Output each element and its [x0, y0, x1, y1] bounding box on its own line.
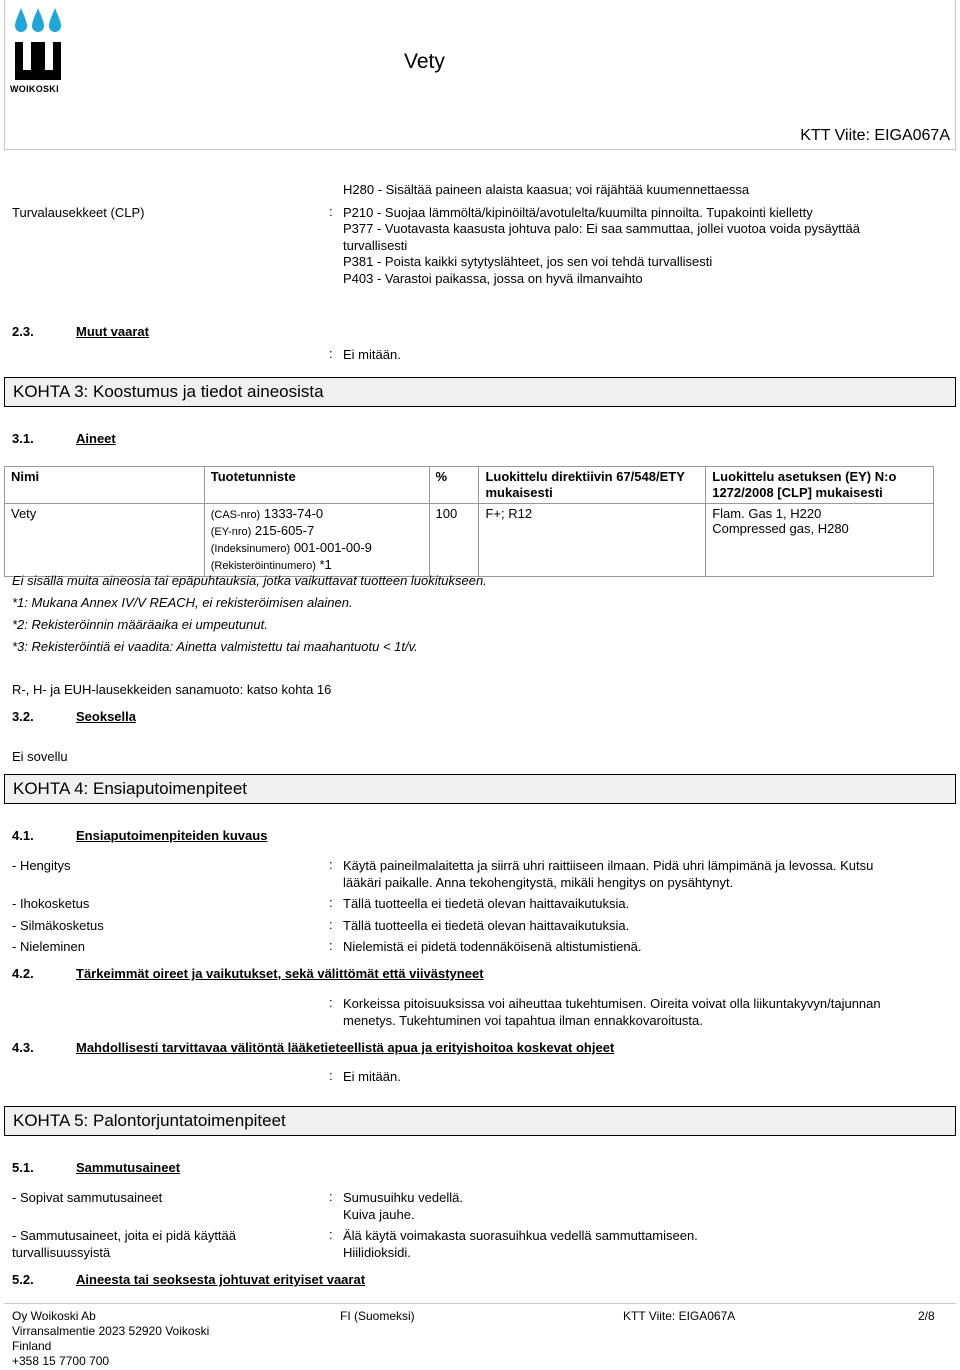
subsection-number: 4.2.: [12, 966, 34, 981]
section-3-heading: KOHTA 3: Koostumus ja tiedot aineosista: [4, 377, 956, 407]
subsection-number: 3.1.: [12, 431, 34, 446]
document-title: Vety: [404, 50, 445, 73]
column-header: %: [429, 467, 479, 504]
colon: :: [329, 938, 333, 953]
identifier-value: 215-605-7: [254, 523, 315, 538]
colon: :: [329, 1189, 333, 1204]
note: Ei sisällä muita aineosia tai epäpuhtauksia, jotka vaikuttavat tuotteen luokitukseen.: [12, 573, 487, 588]
clp-classification: [706, 504, 934, 577]
page-number: 2/8: [918, 1309, 935, 1323]
extinguishing-text: Sumusuihku vedellä.: [343, 1190, 463, 1205]
first-aid-label: - Hengitys: [12, 858, 71, 873]
extinguishing-text: Älä käytä voimakasta suorasuihkua vedellä sammuttamiseen.: [343, 1228, 698, 1243]
column-header: Luokittelu direktiivin 67/548/ETY mukaisesti: [479, 467, 706, 504]
company-country: Finland: [12, 1339, 52, 1353]
percentage: 100: [429, 504, 479, 577]
precautionary-label: Turvalausekkeet (CLP): [12, 205, 145, 220]
statement-line: turvallisesti: [343, 238, 408, 253]
footer-company: [12, 1309, 209, 1369]
subsection-number: 3.2.: [12, 709, 34, 724]
symptoms-text: menetys. Tukehtuminen voi tapahtua ilman ennakkovaroitusta.: [343, 1013, 703, 1028]
subsection-title: Ensiaputoimenpiteiden kuvaus: [76, 828, 268, 843]
first-aid-label: - Nieleminen: [12, 939, 85, 954]
column-header: Tuotetunniste: [204, 467, 429, 504]
subsection-title: Seoksella: [76, 709, 136, 724]
first-aid-text: lääkäri paikalle. Anna tekohengitystä, mikäli hengitys on pysähtynyt.: [343, 875, 734, 890]
subsection-title: Aineesta tai seoksesta johtuvat erityiset vaarat: [76, 1272, 366, 1287]
identifier-tag: (Indeksinumero): [210, 543, 291, 555]
colon: :: [329, 1227, 333, 1242]
colon: :: [329, 857, 333, 872]
clp-line: Flam. Gas 1, H220: [712, 506, 822, 521]
company-name: Oy Woikoski Ab: [12, 1309, 96, 1323]
first-aid-text: Tällä tuotteella ei tiedetä olevan haittavaikutuksia.: [343, 918, 630, 933]
first-aid-label: - Silmäkosketus: [12, 918, 104, 933]
symptoms-text: Korkeissa pitoisuuksissa voi aiheuttaa tukehtumisen. Oireita voivat olla liikuntakyvyn/tajunnan: [343, 996, 881, 1011]
subsection-number: 2.3.: [12, 324, 34, 339]
section-4-heading: KOHTA 4: Ensiaputoimenpiteet: [4, 774, 956, 804]
identifier-tag: (EY-nro): [210, 526, 252, 538]
identifier-value: 001-001-00-9: [293, 540, 372, 555]
subsection-title: Mahdollisesti tarvittavaa välitöntä lääketieteellistä apua ja erityishoitoa koskevat ohjeet: [76, 1040, 615, 1055]
identifier-tag: (Rekisteröintinumero): [210, 560, 316, 572]
colon: :: [329, 1068, 333, 1083]
first-aid-text: Käytä paineilmalaitetta ja siirrä uhri raittiiseen ilmaan. Pidä uhri lämpimänä ja levossa. Kutsu: [343, 858, 874, 873]
colon: :: [329, 204, 333, 219]
product-identifiers: [204, 504, 429, 577]
extinguishing-label: turvallisuussyistä: [12, 1245, 111, 1260]
subsection-title: Sammutusaineet: [76, 1160, 181, 1175]
subsection-number: 4.1.: [12, 828, 34, 843]
note: *1: Mukana Annex IV/V REACH, ei rekisteröimisen alainen.: [12, 595, 353, 610]
substance-name: Vety: [5, 504, 205, 577]
statement-line: P403 - Varastoi paikassa, jossa on hyvä ilmanvaihto: [343, 271, 643, 286]
statement-line: P381 - Poista kaikki sytytyslähteet, jos sen voi tehdä turvallisesti: [343, 254, 713, 269]
section-5-heading: KOHTA 5: Palontorjuntatoimenpiteet: [4, 1106, 956, 1136]
colon: :: [329, 917, 333, 932]
subsection-title: Muut vaarat: [76, 324, 149, 339]
extinguishing-label: - Sammutusaineet, joita ei pidä käyttää: [12, 1228, 237, 1243]
column-header: Luokittelu asetuksen (EY) N:o 1272/2008 [CLP] mukaisesti: [706, 467, 934, 504]
composition-table: [4, 466, 934, 577]
table-row: [5, 504, 934, 577]
column-header: Nimi: [5, 467, 205, 504]
r-phrases-reference: R-, H- ja EUH-lausekkeiden sanamuoto: katso kohta 16: [12, 682, 332, 697]
first-aid-text: Tällä tuotteella ei tiedetä olevan haittavaikutuksia.: [343, 896, 630, 911]
note: *2: Rekisteröinnin määräaika ei umpeutunut.: [12, 617, 268, 632]
company-logo: [12, 4, 64, 94]
identifier-value: 1333-74-0: [263, 506, 324, 521]
subsection-value: Ei mitään.: [343, 1069, 401, 1084]
subsection-title: Aineet: [76, 431, 116, 446]
extinguishing-text: Hiilidioksidi.: [343, 1245, 411, 1260]
subsection-value: Ei mitään.: [343, 347, 401, 362]
subsection-title: Tärkeimmät oireet ja vaikutukset, sekä välittömät että viivästyneet: [76, 966, 484, 981]
subsection-value: Ei sovellu: [12, 749, 68, 764]
statement-line: P377 - Vuotavasta kaasusta johtuva palo: Ei saa sammuttaa, jollei vuotoa voida pysäyttää: [343, 221, 860, 236]
extinguishing-label: - Sopivat sammutusaineet: [12, 1190, 163, 1205]
table-header-row: [5, 467, 934, 504]
company-phone: +358 15 7700 700: [12, 1354, 110, 1368]
subsection-number: 4.3.: [12, 1040, 34, 1055]
identifier-value: *1: [319, 557, 332, 572]
company-address: Virransalmentie 2023 52920 Voikoski: [12, 1324, 210, 1338]
subsection-number: 5.2.: [12, 1272, 34, 1287]
extinguishing-text: Kuiva jauhe.: [343, 1207, 415, 1222]
footer-language: FI (Suomeksi): [340, 1309, 415, 1323]
colon: :: [329, 995, 333, 1010]
identifier-tag: (CAS-nro): [210, 509, 261, 521]
clp-line: Compressed gas, H280: [712, 521, 849, 536]
first-aid-text: Nielemistä ei pidetä todennäköisenä altistumistienä.: [343, 939, 642, 954]
note: *3: Rekisteröintiä ei vaadita: Ainetta valmistettu tai maahantuotu < 1t/v.: [12, 639, 418, 654]
footer-divider: [4, 1303, 956, 1304]
statement-line: H280 - Sisältää paineen alaista kaasua; voi räjähtää kuumennettaessa: [343, 182, 750, 197]
subsection-number: 5.1.: [12, 1160, 34, 1175]
dsd-classification: F+; R12: [479, 504, 706, 577]
colon: :: [329, 346, 333, 361]
statement-line: P210 - Suojaa lämmöltä/kipinöiltä/avotulelta/kuumilta pinnoilta. Tupakointi kielletty: [343, 205, 813, 220]
logo-text: WOIKOSKI: [10, 84, 59, 94]
header-reference: KTT Viite: EIGA067A: [800, 127, 950, 144]
footer-reference: KTT Viite: EIGA067A: [623, 1309, 736, 1323]
colon: :: [329, 895, 333, 910]
first-aid-label: - Ihokosketus: [12, 896, 90, 911]
